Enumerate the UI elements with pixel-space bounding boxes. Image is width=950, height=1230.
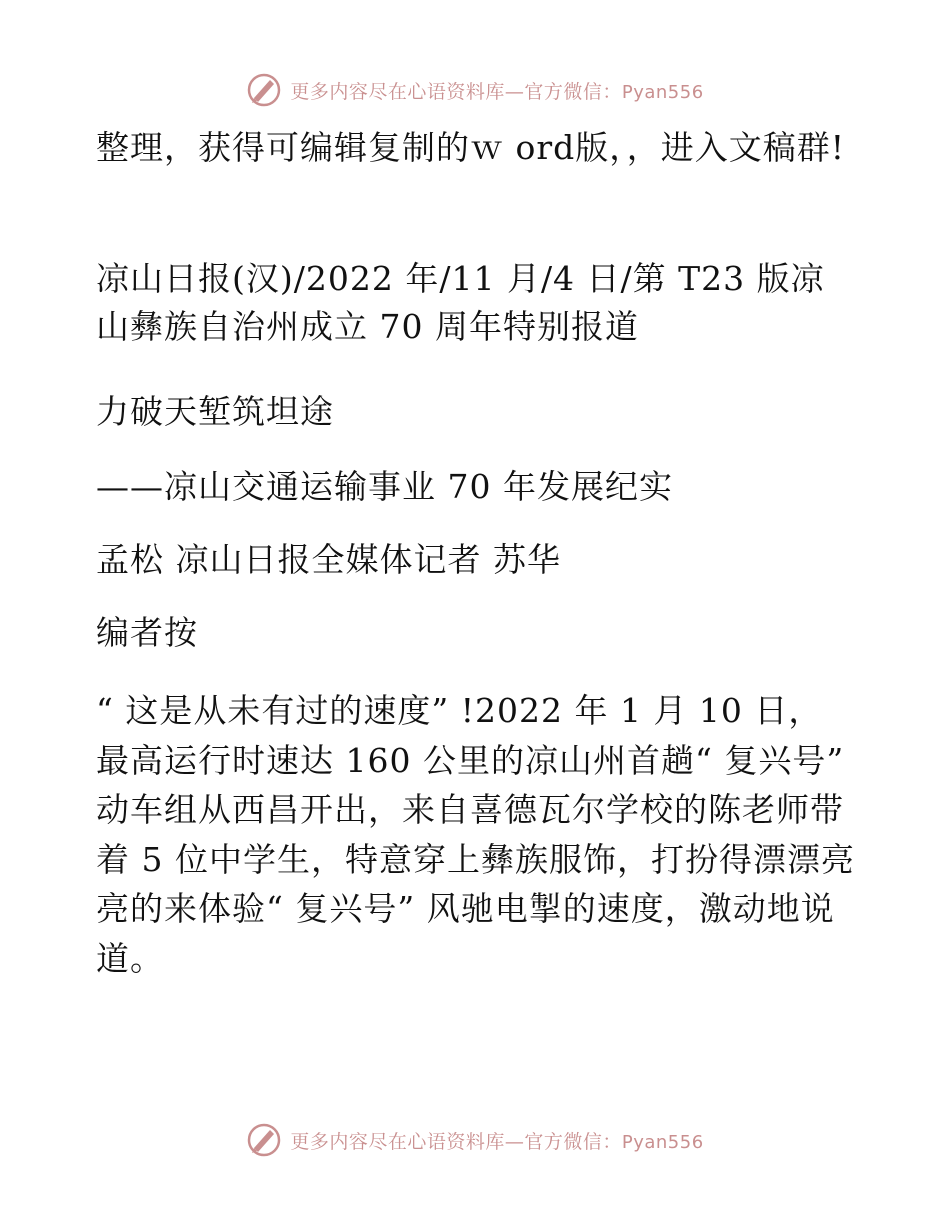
pen-logo-icon <box>246 1122 282 1158</box>
watermark-header <box>0 72 950 108</box>
article-byline: 孟松 凉山日报全媒体记者 苏华 <box>96 540 561 579</box>
watermark-wechat-id: Pyan556 <box>621 81 704 103</box>
watermark-footer <box>0 1122 950 1158</box>
intro-paragraph: 整理，获得可编辑复制的ｗ ord版，，进入文稿群! <box>96 128 846 167</box>
watermark-text: 更多内容尽在心语资料库—官方微信：Pyan556 <box>290 80 704 103</box>
editor-note-heading: 编者按 <box>96 613 198 652</box>
body-paragraph: “ 这是从未有过的速度” !2022 年 1 月 10 日，最高运行时速达 160 公里的凉山州首趟“ 复兴号” 动车组从西昌开出，来自喜德瓦尔学校的陈老师带着 5 位中学生，特意穿上彝族服饰，打扮得漂漂亮亮的来体验“ 复兴号” 风驰电掣的速度，激动地说道。 <box>96 691 855 978</box>
source-line: 凉山日报(汉)/2022 年/11 月/4 日/第 T23 版凉山彝族自治州成立 70 周年特别报道 <box>96 259 825 346</box>
watermark-wechat-id: Pyan556 <box>621 1131 704 1153</box>
watermark-text: 更多内容尽在心语资料库—官方微信：Pyan556 <box>290 1130 704 1153</box>
pen-logo-icon <box>246 72 282 108</box>
article-title: 力破天堑筑坦途 <box>96 392 334 431</box>
article-subtitle: ——凉山交通运输事业 70 年发展纪实 <box>96 467 673 506</box>
